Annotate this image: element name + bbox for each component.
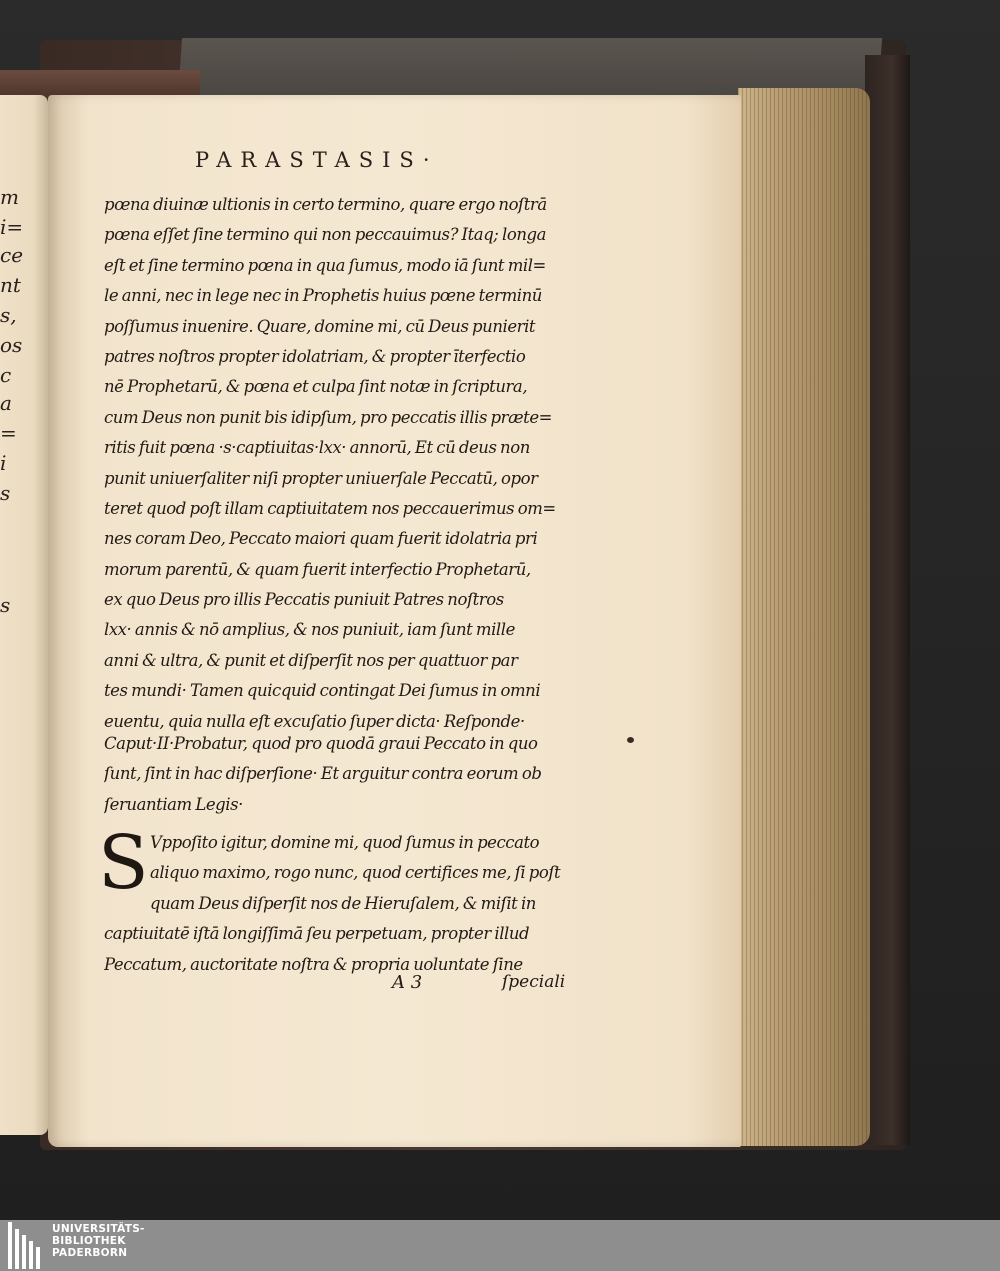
library-name-line1: UNIVERSITÄTS- [52, 1223, 145, 1235]
text-line: Caput·II·Probatur, quod pro quodā graui Peccato in quo [104, 734, 538, 753]
second-paragraph [104, 828, 570, 980]
text-line: cum Deus non punit bis idipſum, pro peccatis illis præte= [104, 407, 553, 427]
page-block-edges [738, 88, 870, 1146]
text-line: Peccatum, auctoritate noſtra & propria uoluntate ſine [104, 954, 523, 974]
left-page-fragment: i [0, 451, 7, 475]
library-footer [0, 1220, 1000, 1271]
text-line: captiuitatē iſtā longiſſimā ſeu perpetuam, propter illud [104, 924, 530, 944]
running-head: PARASTASIS· [195, 148, 439, 172]
text-line: lxx· annis & nō amplius, & nos puniuit, iam ſunt mille [104, 620, 515, 640]
library-name-line2: BIBLIOTHEK [52, 1235, 126, 1247]
left-page-fragment: s [0, 481, 11, 505]
left-page-fragment: s, [0, 303, 17, 327]
left-page-fragment: c [0, 363, 12, 387]
library-logo-icon [8, 1222, 46, 1269]
text-line: nes coram Deo, Peccato maiori quam fuerit idolatria pri [104, 529, 538, 549]
ink-spot [627, 737, 634, 743]
text-line: pœna diuinæ ultionis in certo termino, quare ergo noſtrā [104, 195, 547, 214]
left-page-fragment: i= [0, 215, 24, 239]
text-line: ritis fuit pœna ·s·captiuitas·lxx· annorū, Et cū deus non [104, 438, 530, 458]
text-line: pœna eſſet ſine termino qui non peccauimus? Itaq; longa [104, 225, 546, 245]
library-name [52, 1223, 145, 1259]
left-page-fragment: = [0, 421, 17, 445]
left-page-fragment: ce [0, 243, 24, 267]
catchword: ſpeciali [502, 972, 566, 992]
left-page-fragment: m [0, 185, 19, 209]
left-page-fragment: os [0, 333, 23, 357]
text-line: ſunt, ſint in hac diſperſione· Et arguitur contra eorum ob [104, 764, 542, 784]
book-cover-right-edge [865, 55, 910, 1145]
signature-mark: A 3 [392, 972, 423, 993]
text-line: punit uniuerſaliter niſi propter uniuerſale Peccatū, opor [104, 468, 538, 488]
text-line: euentu, quia nulla eſt excuſatio ſuper dicta· Reſponde· [104, 711, 525, 731]
body-paragraph [104, 190, 569, 737]
library-name-line3: PADERBORN [52, 1247, 128, 1259]
text-line: quam Deus diſperſit nos de Hieruſalem, & miſit in [150, 893, 536, 913]
chapter-heading [104, 729, 569, 820]
text-line: Vppoſito igitur, domine mi, quod ſumus in peccato [150, 833, 540, 852]
drop-cap: S [98, 820, 149, 906]
text-line: teret quod poſt illam captiuitatem nos peccauerimus om= [104, 498, 556, 518]
left-page-fragment: nt [0, 273, 21, 297]
text-line: nē Prophetarū, & pœna et culpa ſint notæ in ſcriptura, [104, 377, 528, 397]
text-line: tes mundi· Tamen quicquid contingat Dei ſumus in omni [104, 681, 541, 701]
text-line: le anni, nec in lege nec in Prophetis huius pœne terminū [104, 286, 542, 306]
text-line: poſſumus inuenire. Quare, domine mi, cū Deus punierit [104, 316, 536, 336]
text-line: aliquo maximo, rogo nunc, quod certifices me, ſi poſt [150, 863, 561, 883]
text-line: morum parentū, & quam fuerit interfectio Prophetarū, [104, 559, 531, 579]
left-page-fragment: a [0, 391, 12, 415]
text-line: ſeruantiam Legis· [104, 794, 243, 814]
text-line: anni & ultra, & punit et diſperſit nos per quattuor par [104, 650, 518, 670]
text-line: ex quo Deus pro illis Peccatis puniuit Patres noſtros [104, 590, 504, 610]
text-line: patres noſtros propter idolatriam, & propter īterfectio [104, 346, 526, 366]
left-page-fragment: s [0, 593, 11, 617]
left-page [0, 95, 48, 1135]
text-line: eſt et ſine termino pœna in qua ſumus, modo iā ſunt mil= [104, 255, 546, 275]
